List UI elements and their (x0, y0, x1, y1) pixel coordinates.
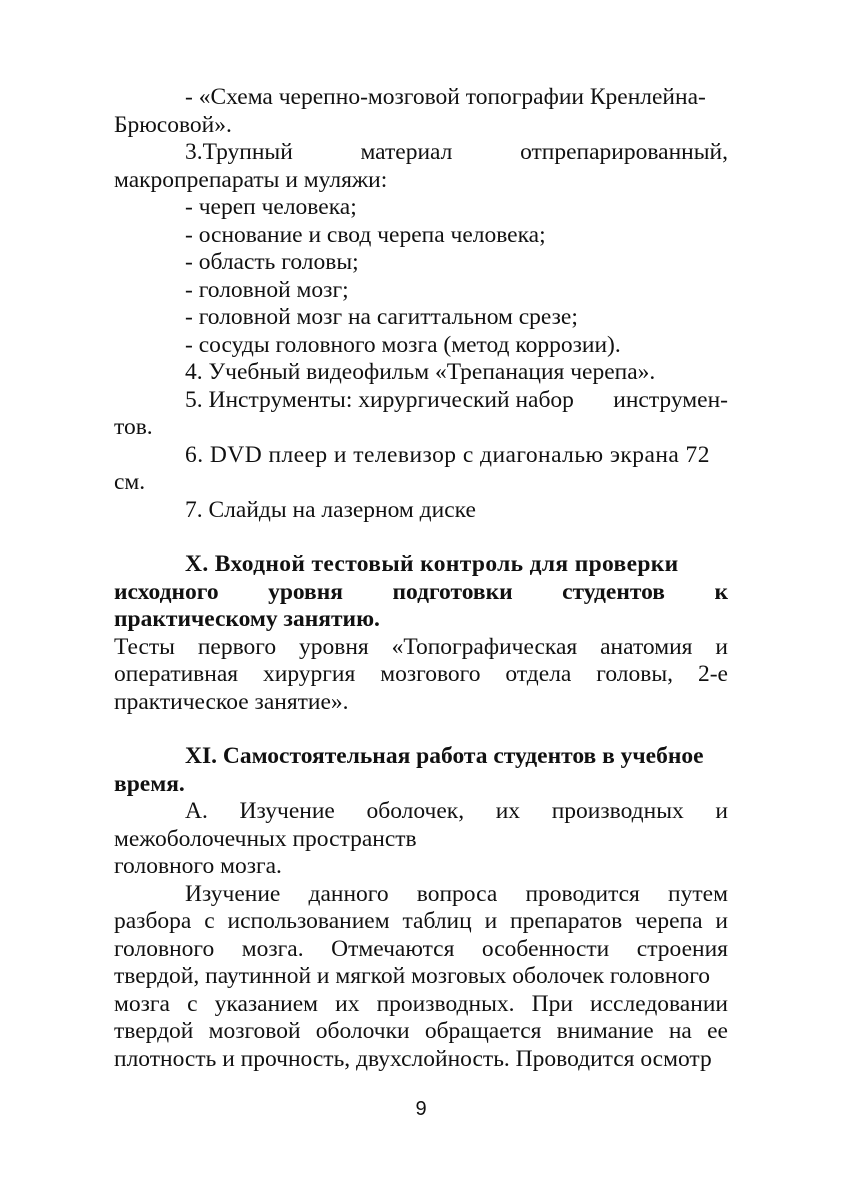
word: обращается (424, 1018, 542, 1044)
section-heading: практическому занятию. (114, 606, 380, 632)
word: 5. Инструменты: хирургический набор (185, 386, 574, 413)
word: При (531, 990, 573, 1017)
page-number: 9 (415, 1098, 427, 1120)
word: ее (707, 1018, 728, 1044)
word: черепа (635, 908, 703, 934)
word: указанием (214, 990, 319, 1017)
word: анатомия (600, 633, 693, 660)
text-line: головного мозга. (114, 853, 282, 879)
text-line: 4. Учебный видеофильм «Трепанация черепа». (185, 359, 656, 385)
word: производных. (376, 990, 515, 1017)
word: и (715, 633, 728, 660)
text-line (114, 881, 728, 909)
text-line: см. (114, 469, 146, 495)
word: проводится (525, 880, 640, 907)
word: мозга (114, 990, 170, 1017)
word: с (187, 990, 198, 1017)
word: отпрепарированный, (520, 139, 728, 165)
word: уровня (299, 633, 369, 660)
text-line (114, 634, 728, 662)
text-line (114, 798, 728, 826)
word: Изучение (239, 798, 335, 824)
document-page (114, 84, 728, 1073)
word: внимание (556, 1018, 654, 1044)
list-item: - головной мозг; (185, 276, 349, 303)
word: А. (185, 798, 208, 824)
spacer (114, 524, 728, 551)
word: головного (114, 935, 215, 962)
text-line: 6. DVD плеер и телевизор с диагональю экрана 72 (185, 441, 710, 468)
word: особенности (481, 935, 610, 962)
word: головы, (596, 661, 674, 687)
text-line: межоболочечных пространств (114, 825, 417, 852)
word: производных (551, 798, 684, 824)
text-line: 7. Слайды на лазерном диске (185, 496, 476, 523)
word: оболочек, (366, 798, 465, 824)
word: и (484, 908, 498, 934)
text-line: практическое занятие». (114, 688, 349, 715)
section-heading: X. Входной тестовый контроль для проверки (185, 551, 679, 577)
word: вопроса (416, 880, 498, 907)
list-item: - череп человека; (185, 194, 357, 220)
word: их (495, 798, 521, 824)
word: первого (197, 633, 277, 660)
word: оболочки (315, 1018, 410, 1044)
word: твердой (114, 1018, 194, 1044)
word: мозговой (208, 1018, 301, 1044)
word: студентов (562, 578, 665, 605)
word: материал (360, 139, 453, 165)
word: путем (668, 880, 728, 907)
word: «Топографическая (391, 633, 578, 660)
list-item: - основание и свод черепа человека; (185, 221, 546, 248)
word: использованием (227, 908, 390, 934)
text-line (114, 1018, 728, 1046)
word: таблиц (402, 908, 472, 934)
spacer (114, 716, 728, 743)
list-item: - сосуды головного мозга (метод коррозии). (185, 331, 621, 358)
word: уровня (268, 578, 343, 605)
text-line: макропрепараты и муляжи: (114, 166, 388, 193)
word: строения (636, 935, 728, 962)
word: подготовки (392, 578, 513, 605)
word: и (715, 798, 728, 824)
list-item: - область головы; (185, 249, 359, 275)
word: на (668, 1018, 692, 1044)
text-line: тов. (114, 414, 153, 440)
word: Тесты (114, 633, 175, 660)
word: отдела (505, 661, 572, 687)
text-line (114, 936, 728, 964)
word: мозгового (380, 661, 481, 687)
word: Отмечаются (331, 935, 455, 962)
word: оперативная (114, 661, 239, 687)
word: исследовании (590, 990, 728, 1017)
text-line: Брюсовой». (114, 111, 232, 138)
text-line (114, 908, 728, 936)
word: к (714, 578, 728, 605)
word: 2-е (697, 661, 728, 687)
word: Изучение (185, 880, 281, 907)
text-line: - «Схема черепно-мозговой топографии Кренлейна- (185, 84, 706, 110)
word: их (335, 990, 360, 1017)
section-heading: XI. Самостоятельная работа студентов в учебное (185, 743, 704, 769)
text-line (114, 991, 728, 1019)
text-line (114, 661, 728, 689)
text-line (114, 139, 728, 167)
word: хирургия (263, 661, 356, 687)
word: данного (308, 880, 389, 907)
list-item: - головной мозг на сагиттальном срезе; (185, 304, 578, 330)
word: препаратов (510, 908, 623, 934)
word: и (715, 908, 728, 934)
word: мозга. (241, 935, 304, 962)
word: разбора (114, 908, 192, 934)
section-heading: время. (114, 770, 185, 797)
text-line: плотность и прочность, двухслойность. Проводится осмотр (114, 1045, 712, 1072)
section-heading (114, 579, 728, 607)
word: исходного (114, 578, 219, 605)
word: инструмен- (613, 386, 728, 413)
text-line: твердой, паутинной и мягкой мозговых оболочек головного (114, 963, 711, 989)
word: 3.Трупный (185, 139, 293, 165)
word: с (204, 908, 215, 934)
text-line (114, 387, 728, 415)
